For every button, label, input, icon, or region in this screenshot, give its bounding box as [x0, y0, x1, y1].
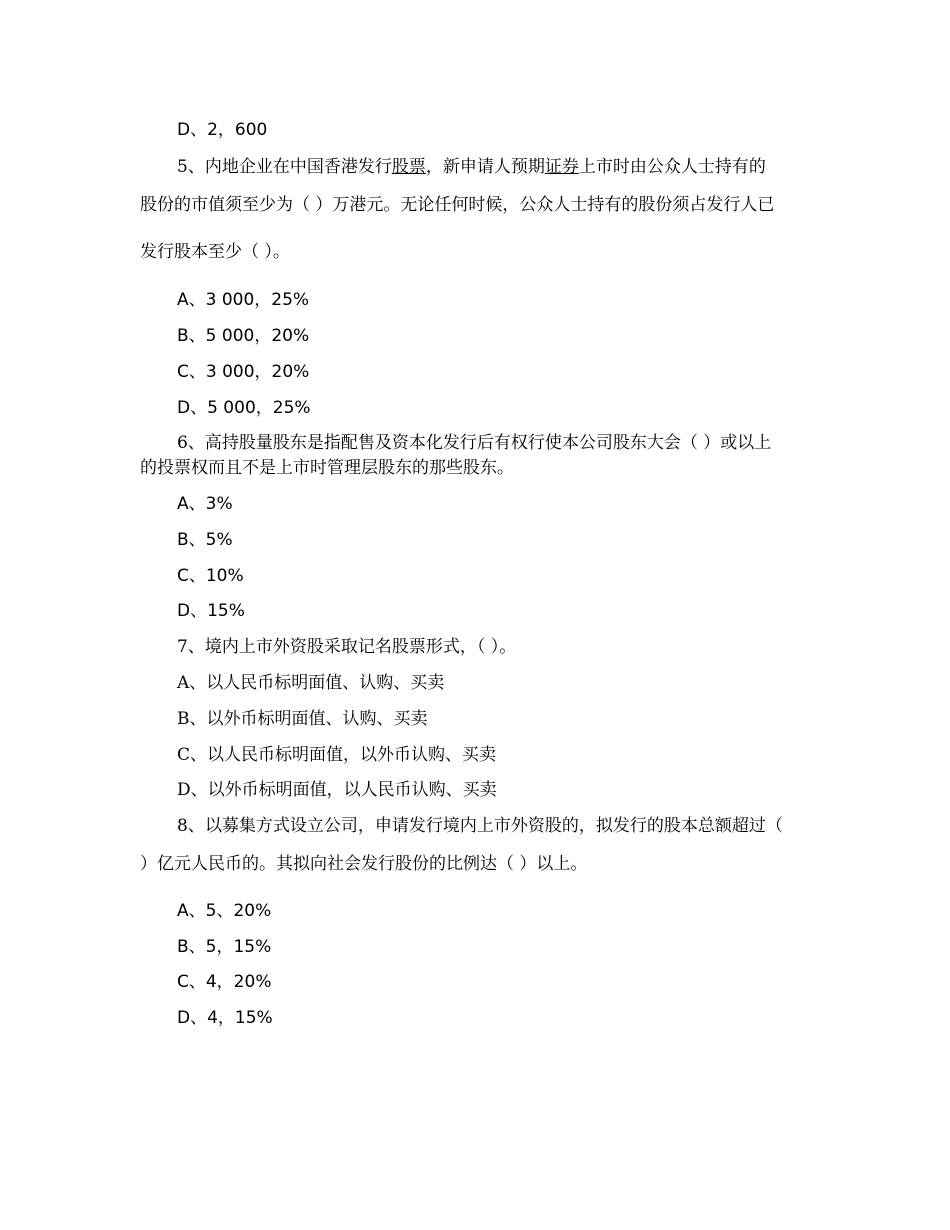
- q6-option-a: A、3%: [177, 494, 233, 514]
- q6-question-line-2: 的投票权而且不是上市时管理层股东的那些股东。: [140, 458, 514, 478]
- q4-option-d: D、2，600: [177, 120, 268, 140]
- q5-text-a: 5、内地企业在中国香港发行: [177, 157, 392, 177]
- securities-link[interactable]: 证券: [544, 157, 579, 177]
- q7-option-c: C、以人民币标明面值，以外币认购、买卖: [177, 745, 497, 765]
- q5-option-c: C、3 000，20%: [177, 362, 310, 382]
- q7-option-a: A、以人民币标明面值、认购、买卖: [177, 673, 445, 693]
- q8-question-line-2: ）亿元人民币的。其拟向社会发行股份的比例达（ ）以上。: [140, 854, 588, 874]
- q5-text-b: ，新申请人预期: [425, 157, 545, 177]
- q5-question-line-2: 股份的市值须至少为（ ）万港元。无论任何时候，公众人士持有的股份须占发行人已: [140, 195, 775, 215]
- q8-option-d: D、4，15%: [177, 1008, 273, 1028]
- q8-option-b: B、5，15%: [177, 937, 272, 957]
- q7-question: 7、境内上市外资股采取记名股票形式，（ ）。: [177, 637, 517, 657]
- q5-option-d: D、5 000，25%: [177, 398, 311, 418]
- q7-option-b: B、以外币标明面值、认购、买卖: [177, 709, 428, 729]
- q5-option-b: B、5 000，20%: [177, 326, 310, 346]
- q8-option-c: C、4，20%: [177, 972, 272, 992]
- q5-question-line-3: 发行股本至少（ ）。: [140, 242, 290, 262]
- q6-option-b: B、5%: [177, 530, 233, 550]
- q6-option-d: D、15%: [177, 601, 245, 621]
- stock-link[interactable]: 股票: [391, 157, 426, 177]
- q8-option-a: A、5、20%: [177, 901, 272, 921]
- q5-option-a: A、3 000，25%: [177, 290, 310, 310]
- q6-question-line-1: 6、高持股量股东是指配售及资本化发行后有权行使本公司股东大会（ ）或以上: [177, 433, 772, 453]
- q5-question-line-1: [177, 155, 852, 179]
- q8-question-line-1: 8、以募集方式设立公司，申请发行境内上市外资股的，拟发行的股本总额超过（: [177, 816, 783, 836]
- q7-option-d: D、以外币标明面值，以人民币认购、买卖: [177, 780, 497, 800]
- q5-text-c: 上市时由公众人士持有的: [578, 157, 766, 177]
- q6-option-c: C、10%: [177, 566, 244, 586]
